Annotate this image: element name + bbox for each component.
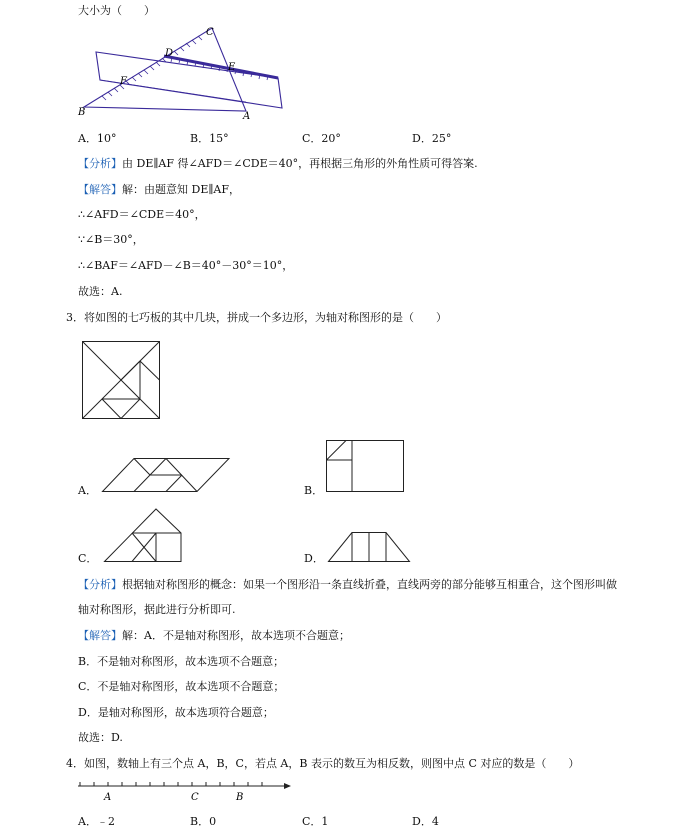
- q3-option-d-label: D．: [304, 552, 324, 565]
- q3-option-b-figure: [326, 440, 404, 492]
- q4-question: 4．如图，数轴上有三个点 A，B，C，若点 A，B 表示的数互为相反数，则图中点 C 对应的数是（ ）: [66, 757, 580, 770]
- q2-answer-line-3: ∵∠B＝30°，: [78, 233, 144, 246]
- q2-option-c: C．20°: [302, 132, 341, 145]
- q2-option-d: D．25°: [412, 132, 452, 145]
- label-b: B: [78, 107, 86, 118]
- q3-option-c-figure: [104, 508, 184, 562]
- label-e: E: [228, 62, 236, 73]
- q2-answer-line-1: 【解答】解：由题意知 DE∥AF，: [78, 183, 241, 196]
- q4-option-a: A．﹣2: [78, 815, 115, 828]
- q3-question: 3．将如图的七巧板的其中几块，拼成一个多边形，为轴对称图形的是（ ）: [66, 311, 447, 324]
- q3-option-c-label: C．: [78, 552, 98, 565]
- label-c: C: [206, 27, 214, 38]
- tangram-figure: [82, 341, 160, 419]
- axis-label-a: A: [104, 792, 112, 803]
- q3-option-b-label: B．: [304, 484, 324, 497]
- q2-answer-line-5: 故选：A.: [78, 285, 123, 298]
- q3-answer-line-4: D．是轴对称图形，故本选项符合题意；: [78, 706, 274, 719]
- q4-option-b: B．0: [190, 815, 217, 828]
- label-a: A: [243, 111, 251, 122]
- q2-analysis: 【分析】由 DE∥AF 得∠AFD＝∠CDE＝40°，再根据三角形的外角性质可得答案.: [78, 157, 478, 170]
- axis-label-c: C: [191, 792, 199, 803]
- q4-option-d: D．4: [412, 815, 439, 828]
- ruler-triangle-figure: [72, 22, 292, 124]
- q3-analysis-line-1: 【分析】根据轴对称图形的概念：如果一个图形沿一条直线折叠，直线两旁的部分能够互相重合，这个图形叫做: [78, 578, 617, 591]
- q2-option-a: A．10°: [78, 132, 117, 145]
- number-line: [78, 780, 292, 802]
- label-d: D: [165, 48, 174, 59]
- q3-option-d-figure: [328, 532, 410, 562]
- q3-option-a-label: A．: [78, 484, 97, 497]
- q3-answer-line-2: B．不是轴对称图形，故本选项不合题意；: [78, 655, 285, 668]
- label-f: F: [120, 76, 127, 87]
- q3-answer-line-3: C．不是轴对称图形，故本选项不合题意；: [78, 680, 285, 693]
- q3-answer-line-5: 故选：D.: [78, 731, 123, 744]
- q4-option-c: C．1: [302, 815, 329, 828]
- q3-option-a-figure: [102, 458, 230, 492]
- q2-intro: 大小为（ ）: [78, 4, 155, 17]
- q3-answer-line-1: 【解答】解：A．不是轴对称图形，故本选项不合题意；: [78, 629, 350, 642]
- q3-analysis-line-2: 轴对称图形，据此进行分析即可.: [78, 603, 236, 616]
- axis-label-b: B: [236, 792, 244, 803]
- q2-answer-line-2: ∴∠AFD＝∠CDE＝40°，: [78, 208, 206, 221]
- q2-answer-line-4: ∴∠BAF＝∠AFD－∠B＝40°－30°＝10°，: [78, 259, 294, 272]
- q2-option-b: B．15°: [190, 132, 229, 145]
